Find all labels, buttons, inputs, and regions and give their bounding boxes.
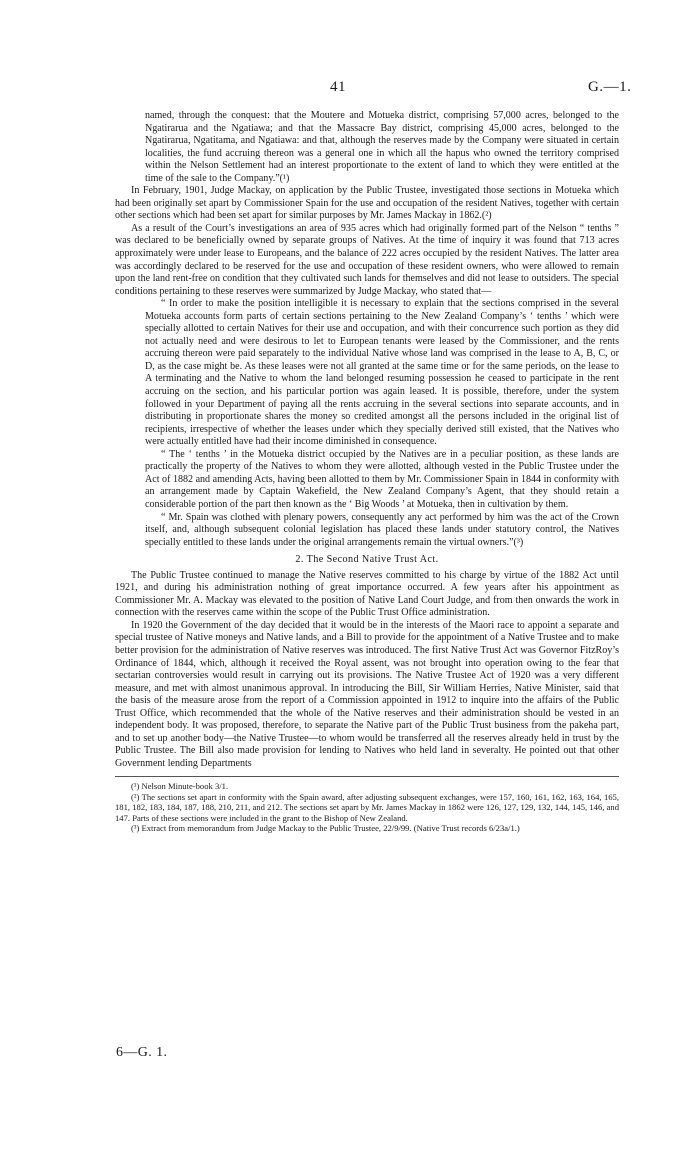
paragraph-quote-continuation: named, through the conquest: that the Moutere and Motueka district, comprising 57,000 acres, belonged to the Ngatirarua and the Ngatiawa; and that the Massacre Bay district, comprising 45,000 acres, belonged to the Ngatirarua, Ngatitama, and Ngatiawa: and that, although the reserves made by the Company were situated in certain localities, the fund accruing thereon was a general one in which all the hapus who owned the territory comprised within the Nelson Settlement had an interest proportionate to the extent of land to which they were entitled at the time of the sale to the Company.”(¹) [145, 110, 619, 184]
paragraph: In 1920 the Government of the day decided that it would be in the interests of the Maori race to appoint a separate and special trustee of Native moneys and Native lands, and a Bill to provide for the appointment of a Native Trustee and to make better provision for the administration of Native reserves was introduced. The first Native Trust Act was Governor FitzRoy’s Ordinance of 1844, which, although it received the Royal assent, was not brought into operation owing to the fear that sectarian controversies would result in carrying out its provisions. The Native Trustee Act of 1920 was a very different measure, and met with almost unanimous approval. In introducing the Bill, Sir William Herries, Native Minister, said that the basis of the measure arose from the report of a Commission appointed in 1912 to inquire into the affairs of the Public Trust Office, which recommended that the whole of the Native reserves and their administration should be vested in an independent body. It was proposed, therefore, to separate the Native part of the Public Trust business from the pakeha part, and to set up another body—the Native Trustee—to whom would be transferred all the reserves already held in trust by the Public Trustee. The Bill also made provision for lending to Natives who held land in severalty. He pointed out that other Government lending Departments [115, 619, 619, 769]
footnote-divider [115, 776, 619, 777]
page-header [0, 79, 700, 99]
main-text [115, 110, 619, 834]
paragraph: As a result of the Court’s investigations an area of 935 acres which had originally formed part of the Nelson “ tenths ” was declared to be beneficially owned by separate groups of Natives. At the time of inquiry it was found that 713 acres approximately were under lease to Europeans, and the balance of 222 acres occupied by the resident Natives. The latter area was accordingly declared to be reserved for the use and occupation of these resident owners, who were allowed to remain upon the land rent-free on condition that they cultivated such lands for themselves and did not lease to outsiders. The special conditions pertaining to these reserves were summarized by Judge Mackay, who stated that— [115, 222, 619, 297]
page-footer-signature: 6—G. 1. [116, 1045, 168, 1060]
paragraph-quote: “ In order to make the position intelligible it is necessary to explain that the sections comprised in the several Motueka accounts form parts of certain sections pertaining to the New Zealand Company’s ‘ tenths ’ which were specially allotted to certain Natives for their use and occupation, and with their concurrence such portion as they did not actually need and were desirous to let to European tenants were leased by the Commissioner, and the rents accruing thereon were paid separately to the individual Native whose land was comprised in the lease to A, B, C, or D, as the case might be. As these leases were not all granted at the same time or for the same periods, on the lease to A terminating and the Native to whom the land belonged resuming possession he ceased to participate in the rent accruing on the section, and his particular portion was again leased. It is possible, therefore, under the system followed in your Department of paying all the rents accruing in the several sections into separate accounts, and in distributing in proportionate shares the money so credited amongst all the persons included in the original list of recipients, irrespective of whether the leases under which they specially derived still existed, that the Natives who were actually entitled have had their income diminished in consequence. [145, 298, 619, 448]
footnote: (²) The sections set apart in conformity with the Spain award, after adjusting subsequent exchanges, were 157, 160, 161, 162, 163, 164, 165, 181, 182, 183, 184, 187, 188, 210, 211, and 212. The sections set apart by Mr. James Mackay in 1862 were 126, 127, 129, 132, 144, 145, 146, and 147. Parts of these sections were included in the grant to the Bishop of New Zealand. [115, 791, 619, 823]
footnote: (³) Extract from memorandum from Judge Mackay to the Public Trustee, 22/9/99. (Native Trust records 6/23a/1.) [131, 823, 520, 834]
paragraph-quote: “ Mr. Spain was clothed with plenary powers, consequently any act performed by him was the act of the Crown itself, and, although subsequent colonial legislation has placed these lands under statutory control, the Natives specially entitled to these lands under the original arrangements remain the virtual owners.”(³) [145, 511, 619, 548]
paragraph-quote: “ The ‘ tenths ’ in the Motueka district occupied by the Natives are in a peculiar position, as these lands are practically the property of the Natives to whom they were allotted, although vested in the Public Trustee under the Act of 1882 and amending Acts, having been allotted to them by Mr. Commissioner Spain in 1844 in conformity with an arrangement made by Captain Wakefield, the New Zealand Company’s Agent, that they should retain a considerable portion of the part then known as the ‘ Big Woods ’ at Motueka, then in cultivation by them. [145, 448, 619, 510]
paragraph: In February, 1901, Judge Mackay, on application by the Public Trustee, investigated those sections in Motueka which had been originally set apart by Commissioner Spain for the use and occupation of the resident Natives, together with certain other sections which had been set apart for similar purposes by Mr. James Mackay in 1862.(²) [115, 185, 619, 222]
footnote: (¹) Nelson Minute-book 3/1. [131, 781, 229, 792]
section-heading: 2. The Second Native Trust Act. [295, 554, 439, 566]
page-number: 41 [330, 79, 346, 95]
paragraph: The Public Trustee continued to manage the Native reserves committed to his charge by virtue of the 1882 Act until 1921, and during his administration nothing of great importance occurred. A few years after his appointment as Commissioner Mr. A. Mackay was elevated to the position of Native Land Court Judge, and from then onwards the work in connection with the reserves came within the scope of the Public Trust Office administration. [115, 569, 619, 619]
document-code: G.—1. [588, 79, 632, 95]
